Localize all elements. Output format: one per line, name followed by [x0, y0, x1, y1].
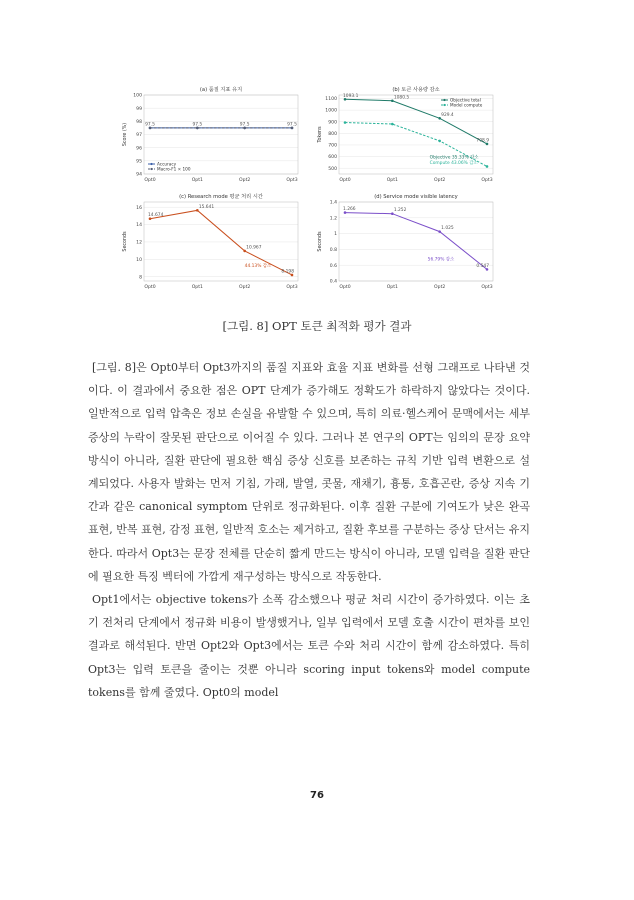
page-number: 76 — [310, 790, 324, 801]
y-tick-label: 97 — [136, 133, 142, 139]
y-tick-label: 600 — [328, 155, 337, 161]
data-label: 10.967 — [246, 245, 262, 251]
paragraph-1: [그림. 8]은 Opt0부터 Opt3까지의 품질 지표와 효율 지표 변화를 선형 그래프로 나타낸 것이다. 이 결과에서 중요한 점은 OPT 단계가 증가해도 정확도가 하락하지 않았다는 것이다. 일반적으로 입력 압축은 정보 손실을 유발할 수 있으며, 특히 의료·헬스케어 문맥에서는 세부 증상의 누락이 잘못된 판단으로 이어질 수 있다. 그러나 본 연구의 OPT는 임의의 문장 요약 방식이 아니라, 질환 판단에 필요한 핵심 증상 신호를 보존하는 규칙 기반 입력 변환으로 설계되었다. 사용자 발화는 먼저 기침, 가래, 발열, 콧물, 재채기, 흉통, 호흡곤란, 증상 지속 기간과 같은 canonical symptom 단위로 정규화된다. 이후 질환 구분에 기여도가 낮은 완곡 표현, 반복 표현, 감정 표현, 일반적 호소는 제거하고, 질환 후보를 구분하는 증상 단서는 유지한다. 따라서 Opt3는 문장 전체를 단순히 짧게 만드는 방식이 아니라, 모델 입력을 질환 판단에 필요한 특징 벡터에 가깝게 재구성하는 방식으로 작동한다. — [88, 361, 530, 583]
x-tick-label: Opt2 — [239, 178, 251, 183]
data-label: 8.198 — [281, 269, 294, 275]
data-label: 929.4 — [441, 112, 454, 118]
plot-frame — [339, 202, 493, 281]
annotation-reduction: 56.79% 감소 — [427, 257, 455, 263]
data-label: 1.025 — [441, 226, 454, 232]
x-tick-label: Opt0 — [339, 285, 351, 290]
x-tick-label: Opt2 — [434, 285, 446, 290]
legend-marker — [150, 163, 152, 165]
y-tick-label: 0.8 — [329, 248, 337, 253]
data-point — [438, 140, 441, 143]
data-label: 1.266 — [343, 207, 356, 213]
chart-d-service-latency — [315, 193, 500, 293]
x-tick-label: Opt1 — [386, 178, 398, 183]
legend-label: Objective total — [450, 97, 481, 103]
annotation-objective: Objective 35.33% 감소 — [429, 155, 479, 161]
x-tick-label: Opt0 — [144, 178, 156, 183]
chart-d-svg — [315, 193, 500, 293]
x-tick-label: Opt1 — [386, 285, 398, 290]
data-point — [344, 121, 347, 124]
y-axis-label: Tokens — [318, 126, 323, 143]
x-tick-label: Opt3 — [286, 285, 298, 290]
y-tick-label: 95 — [136, 159, 142, 165]
y-tick-label: 10 — [136, 257, 142, 263]
figure-caption: [그림. 8] OPT 토큰 최적화 평가 결과 — [222, 319, 412, 333]
y-tick-label: 96 — [136, 146, 142, 152]
y-axis-label: Seconds — [318, 231, 323, 252]
data-label: 14.674 — [148, 213, 164, 219]
chart-a-quality — [120, 86, 305, 186]
paragraph-2: Opt1에서는 objective tokens가 소폭 감소했으나 평균 처리 시간이 증가하였다. 이는 초기 전처리 단계에서 정규화 비용이 발생했거나, 일부 입력에서 모델 호출 시간이 편차를 보인 결과로 해석된다. 반면 Opt2와 Opt3에서는 토큰 수와 처리 시간이 함께 감소하였다. 특히 Opt3는 입력 토큰을 줄이는 것뿐 아니라 scoring input tokens와 model compute tokens를 함께 줄였다. Opt0의 model — [88, 593, 530, 699]
y-tick-label: 1 — [334, 232, 337, 238]
y-tick-label: 100 — [133, 93, 142, 99]
x-tick-label: Opt3 — [481, 178, 493, 183]
chart-title: (a) 품질 지표 유지 — [199, 87, 243, 93]
data-point — [391, 123, 394, 126]
plot-frame — [144, 202, 298, 281]
data-label: 97.5 — [287, 122, 297, 128]
figure-opt-evaluation — [120, 86, 500, 296]
chart-title: (b) 토큰 사용량 감소 — [392, 87, 440, 93]
y-tick-label: 12 — [136, 240, 142, 246]
y-tick-label: 99 — [136, 106, 142, 112]
chart-a-svg — [120, 86, 305, 186]
x-tick-label: Opt3 — [286, 178, 298, 183]
data-label: 1093.1 — [343, 93, 359, 99]
legend-label: Macro-F1 × 100 — [157, 166, 191, 172]
legend-marker — [150, 168, 152, 170]
data-label: 15.641 — [198, 204, 215, 210]
y-tick-label: 14 — [136, 223, 142, 229]
data-label: 97.5 — [192, 122, 203, 128]
x-tick-label: Opt1 — [191, 178, 203, 183]
y-tick-label: 800 — [328, 131, 337, 137]
annotation-compute: Compute 43.06% 감소 — [429, 161, 478, 167]
data-label: 0.547 — [476, 263, 489, 269]
data-label: 1.252 — [393, 208, 407, 214]
y-tick-label: 0.6 — [329, 263, 337, 269]
x-tick-label: Opt0 — [144, 285, 156, 290]
y-tick-label: 1.4 — [329, 200, 337, 206]
x-tick-label: Opt3 — [481, 285, 493, 290]
y-tick-label: 1100 — [325, 97, 337, 103]
y-tick-label: 1.2 — [329, 216, 337, 222]
data-label: 97.5 — [239, 122, 250, 128]
legend-marker — [443, 99, 445, 101]
chart-c-svg — [120, 193, 305, 293]
legend-marker — [443, 104, 445, 106]
x-tick-label: Opt0 — [339, 178, 351, 183]
x-tick-label: Opt2 — [434, 178, 446, 183]
y-tick-label: 1000 — [325, 108, 337, 114]
x-tick-label: Opt1 — [191, 285, 203, 290]
chart-title: (c) Research mode 평균 처리 시간 — [179, 194, 263, 200]
y-tick-label: 98 — [136, 119, 142, 125]
y-tick-label: 8 — [139, 275, 142, 281]
y-tick-label: 94 — [136, 172, 142, 178]
y-axis-label: Seconds — [123, 231, 128, 252]
chart-title: (d) Service mode visible latency — [374, 194, 458, 200]
data-point — [486, 165, 489, 168]
y-tick-label: 700 — [328, 143, 337, 149]
data-label: 708.9 — [476, 138, 489, 144]
chart-c-research-time — [120, 193, 305, 293]
legend-label: Accuracy — [157, 161, 177, 167]
y-axis-label: Score (%) — [123, 122, 128, 147]
data-label: 97.5 — [145, 122, 155, 128]
chart-b-svg — [315, 86, 500, 186]
y-tick-label: 0.4 — [329, 279, 337, 285]
body-text — [88, 356, 530, 704]
chart-b-tokens — [315, 86, 500, 186]
annotation-reduction: 44.13% 감소 — [244, 264, 272, 270]
series-line-0 — [345, 213, 487, 270]
y-tick-label: 500 — [328, 166, 337, 172]
legend-label: Model compute — [450, 102, 483, 108]
data-label: 1080.5 — [393, 95, 410, 101]
y-tick-label: 900 — [328, 120, 337, 126]
y-tick-label: 16 — [136, 205, 142, 211]
x-tick-label: Opt2 — [239, 285, 251, 290]
